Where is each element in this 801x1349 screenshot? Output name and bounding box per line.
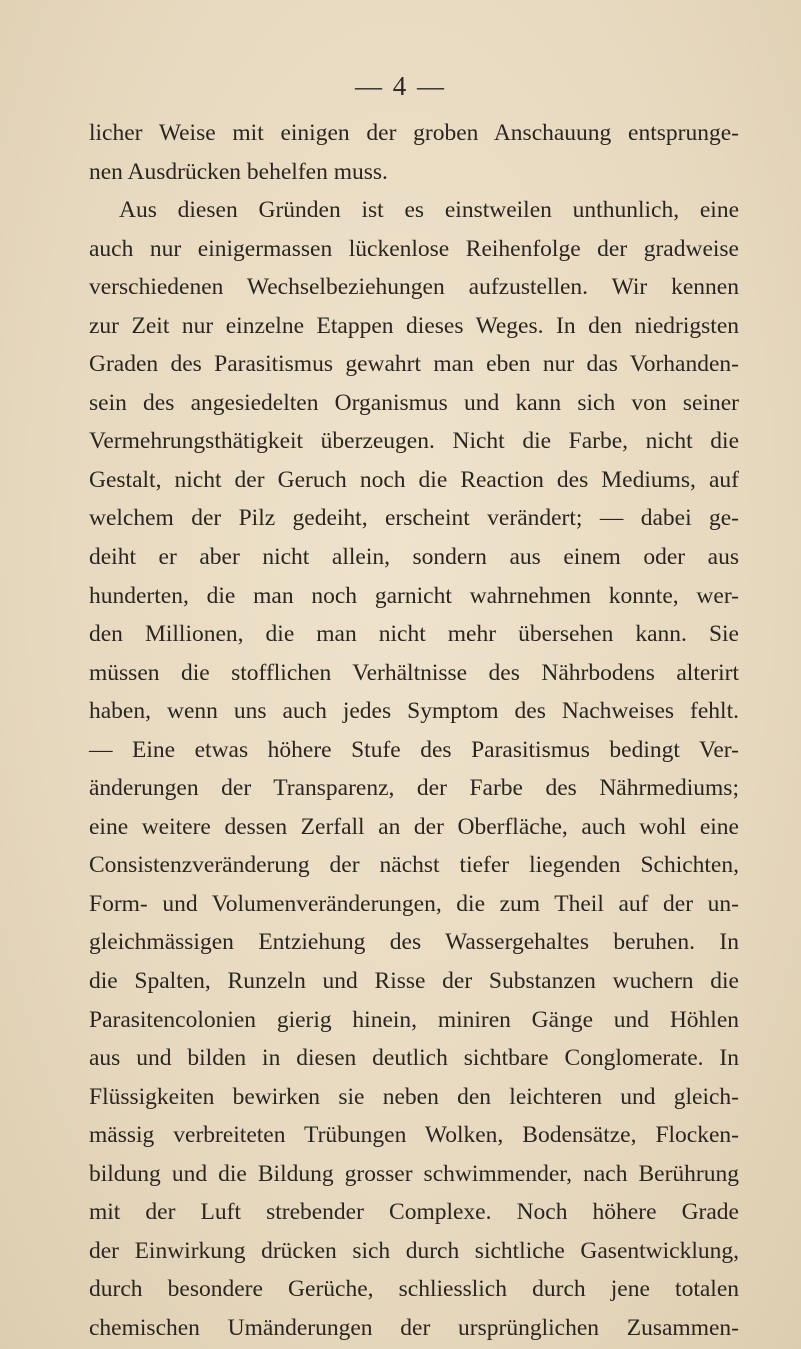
text-line: licher Weise mit einigen der groben Anschauung entsprunge- — [89, 120, 739, 146]
text-line: Graden des Parasitismus gewahrt man eben nur das Vorhanden- — [89, 351, 739, 378]
text-line: gleichmässigen Entziehung des Wassergehaltes beruhen. In — [89, 929, 739, 956]
text-line: hunderten, die man noch garnicht wahrnehmen konnte, wer- — [89, 582, 739, 609]
text-line: zur Zeit nur einzelne Etappen dieses Weges. In den niedrigsten — [89, 312, 739, 339]
text-line: sein des angesiedelten Organismus und kann sich von seiner — [89, 389, 739, 416]
text-line: Consistenzveränderung der nächst tiefer liegenden Schichten, — [89, 852, 739, 879]
text-line: änderungen der Transparenz, der Farbe des Nährmediums; — [89, 775, 739, 802]
text-line: Flüssigkeiten bewirken sie neben den leichteren und gleich- — [89, 1083, 739, 1110]
text-line: müssen die stofflichen Verhältnisse des Nährbodens alterirt — [89, 659, 739, 686]
text-line: der Einwirkung drücken sich durch sichtliche Gasentwicklung, — [89, 1237, 739, 1264]
text-line: Aus diesen Gründen ist es einstweilen unthunlich, eine — [119, 197, 739, 224]
text-line: Parasitencolonien gierig hinein, miniren Gänge und Höhlen — [89, 1006, 739, 1033]
text-line: welchem der Pilz gedeiht, erscheint verändert; — dabei ge- — [89, 505, 739, 532]
text-line: Form- und Volumenveränderungen, die zum Theil auf der un- — [89, 890, 739, 917]
text-line: auch nur einigermassen lückenlose Reihenfolge der gradweise — [89, 235, 739, 262]
text-line: durch besondere Gerüche, schliesslich durch jene totalen — [89, 1276, 739, 1303]
text-line: eine weitere dessen Zerfall an der Oberfläche, auch wohl eine — [89, 813, 739, 840]
text-line: mit der Luft strebender Complexe. Noch höhere Grade — [89, 1199, 739, 1226]
text-line: verschiedenen Wechselbeziehungen aufzustellen. Wir kennen — [89, 274, 739, 301]
text-line: mässig verbreiteten Trübungen Wolken, Bodensätze, Flocken- — [89, 1122, 739, 1149]
body-text — [89, 114, 739, 1348]
text-line: bildung und die Bildung grosser schwimmender, nach Berührung — [89, 1160, 739, 1187]
text-line: Vermehrungsthätigkeit überzeugen. Nicht die Farbe, nicht die — [89, 428, 739, 455]
text-line: nen Ausdrücken behelfen muss. — [89, 158, 388, 185]
text-line: die Spalten, Runzeln und Risse der Substanzen wuchern die — [89, 968, 739, 995]
text-line: chemischen Umänderungen der ursprünglichen Zusammen- — [89, 1314, 739, 1341]
text-line: aus und bilden in diesen deutlich sichtbare Conglomerate. In — [89, 1045, 739, 1072]
text-line: den Millionen, die man nicht mehr übersehen kann. Sie — [89, 621, 739, 648]
page-number: — 4 — — [355, 71, 446, 101]
text-line: haben, wenn uns auch jedes Symptom des Nachweises fehlt. — [89, 698, 739, 725]
text-line: — Eine etwas höhere Stufe des Parasitismus bedingt Ver- — [89, 736, 739, 763]
text-line: deiht er aber nicht allein, sondern aus einem oder aus — [89, 544, 739, 571]
text-line: Gestalt, nicht der Geruch noch die Reaction des Mediums, auf — [89, 466, 739, 493]
